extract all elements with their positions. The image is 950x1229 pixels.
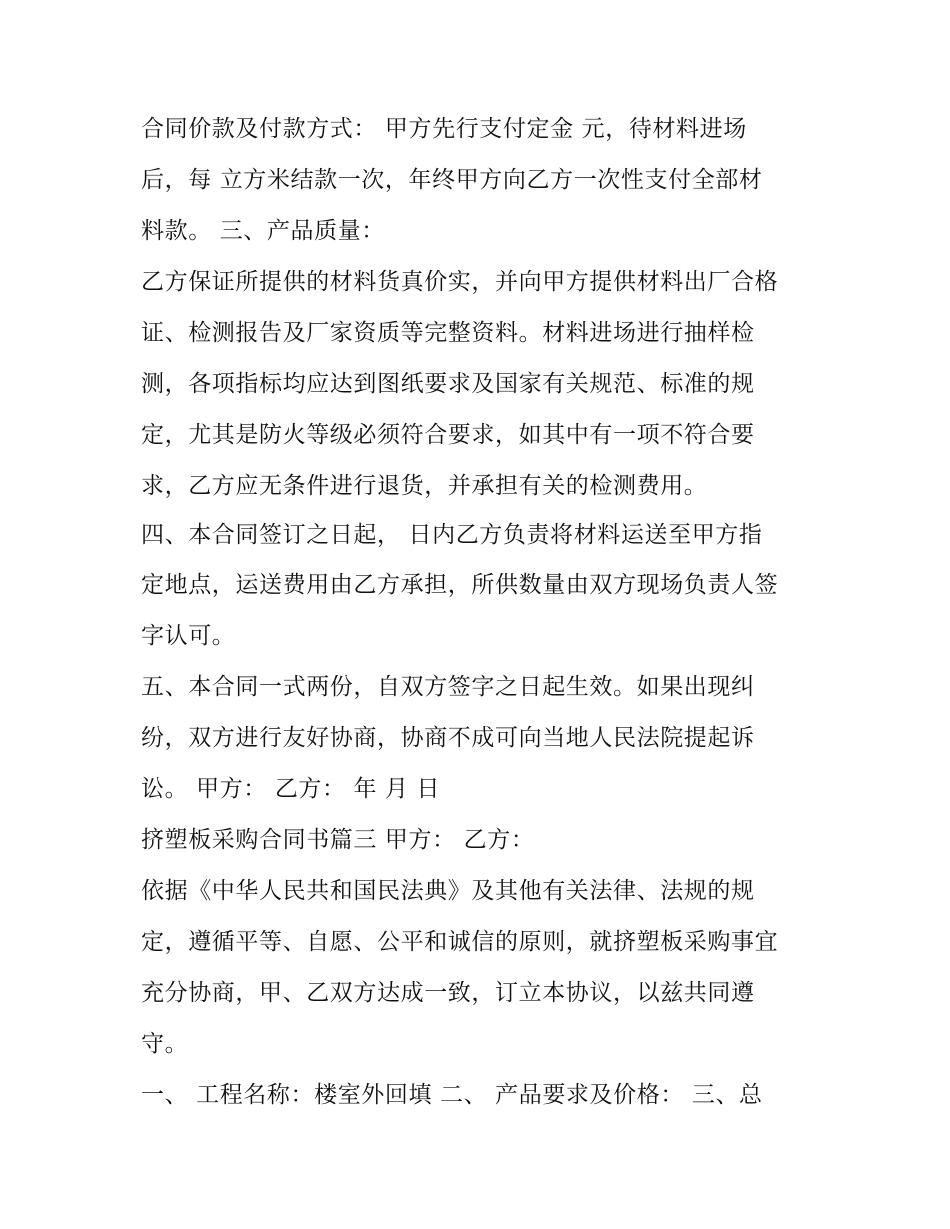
text-line: 定，尤其是防火等级必须符合要求，如其中有一项不符合要 (141, 422, 755, 448)
text-line: 定，遵循平等、自愿、公平和诚信的原则，就挤塑板采购事宜 (141, 929, 779, 955)
text-line: 字认可。 (141, 623, 236, 649)
text-line: 合同价款及付款方式： 甲方先行支付定金 元，待材料进场 (141, 116, 747, 142)
text-line: 挤塑板采购合同书篇三 甲方： 乙方： (141, 827, 535, 853)
text-line: 讼。 甲方： 乙方： 年 月 日 (141, 776, 441, 802)
text-line: 乙方保证所提供的材料货真价实，并向甲方提供材料出厂合格 (141, 269, 779, 295)
text-line: 四、本合同签订之日起， 日内乙方负责将材料运送至甲方指 (141, 522, 763, 548)
text-line: 定地点，运送费用由乙方承担，所供数量由双方现场负责人签 (141, 572, 779, 598)
text-line: 测，各项指标均应达到图纸要求及国家有关规范、标准的规 (141, 371, 755, 397)
text-line: 证、检测报告及厂家资质等完整资料。材料进场进行抽样检 (141, 320, 755, 346)
text-line: 纷，双方进行友好协商，协商不成可向当地人民法院提起诉 (141, 725, 755, 751)
text-line: 后，每 立方米结款一次，年终甲方向乙方一次性支付全部材 (141, 167, 763, 193)
text-line: 求，乙方应无条件进行退货，并承担有关的检测费用。 (141, 473, 708, 499)
text-line: 充分协商，甲、乙双方达成一致，订立本协议，以兹共同遵 (141, 980, 755, 1006)
text-line: 料款。 三、产品质量： (141, 218, 385, 244)
text-line: 守。 (141, 1031, 189, 1057)
text-line: 五、本合同一式两份，自双方签字之日起生效。如果出现纠 (141, 674, 755, 700)
text-line: 一、 工程名称：楼室外回填 二、 产品要求及价格： 三、总 (141, 1082, 763, 1108)
text-line: 依据《中华人民共和国民法典》及其他有关法律、法规的规 (141, 878, 755, 904)
